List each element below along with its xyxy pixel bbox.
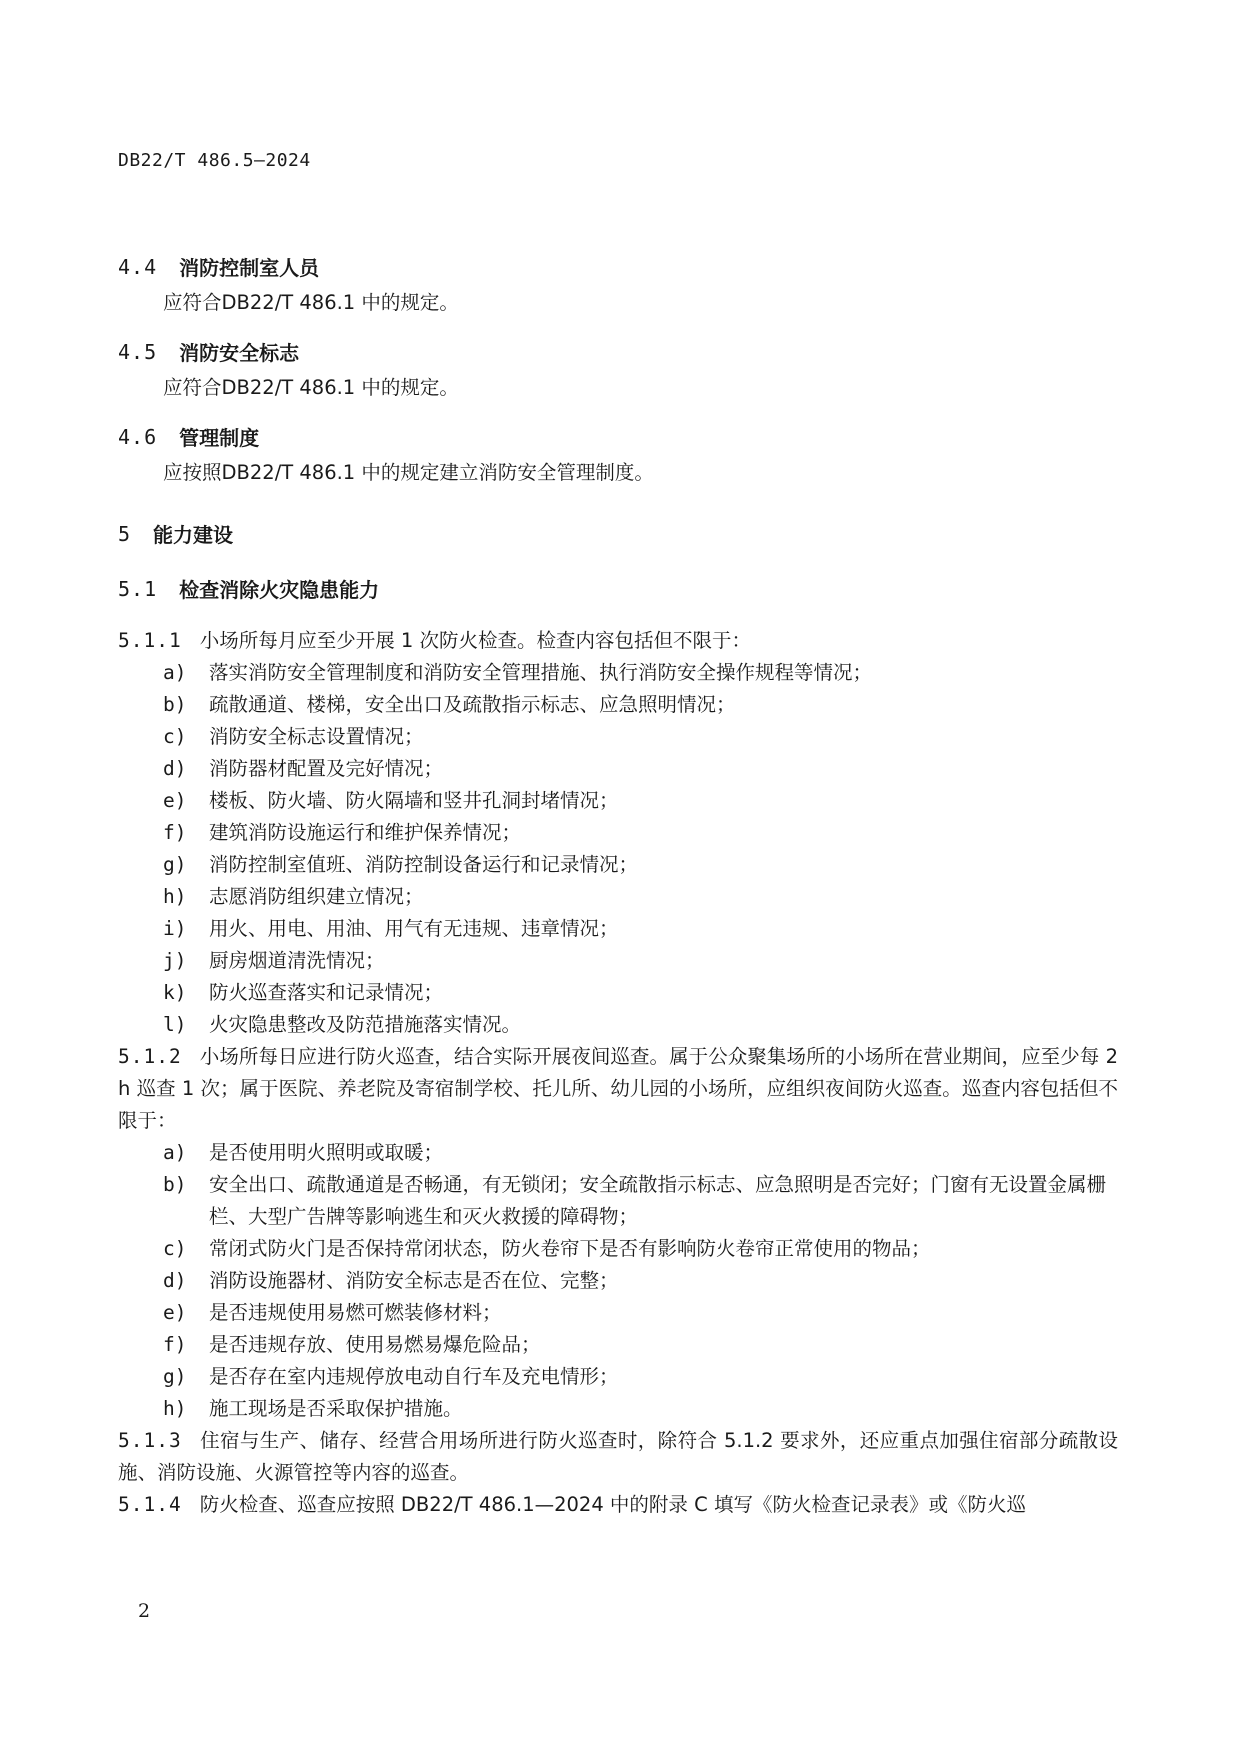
list-marker: e) xyxy=(163,789,187,812)
list-item-text: 楼板、防火墙、防火隔墙和竖井孔洞封堵情况； xyxy=(209,789,619,812)
list-item xyxy=(118,657,1118,689)
list-marker: c) xyxy=(163,1237,187,1260)
list-item-text: 是否违规使用易燃可燃装修材料； xyxy=(209,1301,502,1324)
list-item-text: 是否存在室内违规停放电动自行车及充电情形； xyxy=(209,1365,619,1388)
list-marker: h) xyxy=(163,1397,187,1420)
list-item xyxy=(118,1169,1118,1233)
document-body xyxy=(118,252,1118,1521)
list-item xyxy=(118,721,1118,753)
list-item xyxy=(118,1233,1118,1265)
list-item xyxy=(118,1009,1118,1041)
section-number: 5 xyxy=(118,521,132,546)
section-4-5-heading xyxy=(118,337,1118,366)
list-marker: b) xyxy=(163,693,187,716)
list-item xyxy=(118,1297,1118,1329)
list-item xyxy=(118,881,1118,913)
list-marker: d) xyxy=(163,757,187,780)
list-marker: b) xyxy=(163,1173,187,1196)
list-item-text: 防火巡查落实和记录情况； xyxy=(209,981,444,1004)
list-marker: c) xyxy=(163,725,187,748)
section-4-4-heading xyxy=(118,252,1118,281)
list-item-text: 厨房烟道清洗情况； xyxy=(209,949,385,972)
clause-text: 防火检查、巡查应按照 DB22/T 486.1—2024 中的附录 C 填写《防火检查记录表》或《防火巡 xyxy=(199,1493,1026,1516)
clause-number: 5.1.1 xyxy=(118,629,182,652)
clause-5-1-2 xyxy=(118,1041,1118,1137)
list-item xyxy=(118,913,1118,945)
list-item xyxy=(118,945,1118,977)
list-item-text: 志愿消防组织建立情况； xyxy=(209,885,424,908)
list-item-text: 建筑消防设施运行和维护保养情况； xyxy=(209,821,522,844)
list-item xyxy=(118,785,1118,817)
list-marker: a) xyxy=(163,661,187,684)
list-marker: d) xyxy=(163,1269,187,1292)
section-title: 消防安全标志 xyxy=(179,341,300,365)
list-marker: h) xyxy=(163,885,187,908)
section-title: 检查消除火灾隐患能力 xyxy=(179,578,380,602)
list-item-text: 是否使用明火照明或取暖； xyxy=(209,1141,444,1164)
clause-number: 5.1.3 xyxy=(118,1429,182,1452)
list-item xyxy=(118,1393,1118,1425)
section-4-5-text: 应符合DB22/T 486.1 中的规定。 xyxy=(163,376,459,399)
section-number: 4.6 xyxy=(118,424,158,449)
list-item xyxy=(118,1265,1118,1297)
list-marker: f) xyxy=(163,821,187,844)
clause-number: 5.1.2 xyxy=(118,1045,182,1068)
list-item-text: 常闭式防火门是否保持常闭状态，防火卷帘下是否有影响防火卷帘正常使用的物品； xyxy=(209,1237,931,1260)
section-4-6-heading xyxy=(118,422,1118,451)
list-item-text: 消防设施器材、消防安全标志是否在位、完整； xyxy=(209,1269,619,1292)
list-item-text: 消防器材配置及完好情况； xyxy=(209,757,444,780)
list-item-text: 施工现场是否采取保护措施。 xyxy=(209,1397,463,1420)
list-item-text: 消防控制室值班、消防控制设备运行和记录情况； xyxy=(209,853,639,876)
section-5-1-heading xyxy=(118,574,1118,603)
clause-5-1-2-list xyxy=(118,1137,1118,1425)
clause-text: 小场所每月应至少开展 1 次防火检查。检查内容包括但不限于： xyxy=(199,629,752,652)
list-item xyxy=(118,1361,1118,1393)
list-item xyxy=(118,817,1118,849)
clause-number: 5.1.4 xyxy=(118,1493,182,1516)
section-number: 4.5 xyxy=(118,339,158,364)
list-item-text: 是否违规存放、使用易燃易爆危险品； xyxy=(209,1333,541,1356)
list-item-text: 落实消防安全管理制度和消防安全管理措施、执行消防安全操作规程等情况； xyxy=(209,661,873,684)
list-marker: f) xyxy=(163,1333,187,1356)
page-number: 2 xyxy=(138,1600,151,1622)
section-5-heading xyxy=(118,519,1118,548)
list-item xyxy=(118,689,1118,721)
list-marker: g) xyxy=(163,853,187,876)
list-item xyxy=(118,1137,1118,1169)
clause-text: 小场所每日应进行防火巡查，结合实际开展夜间巡查。属于公众聚集场所的小场所在营业期间，应至少每 2 h 巡查 1 次；属于医院、养老院及寄宿制学校、托儿所、幼儿园的小场所，应组织夜间防火巡查。巡查内容包括但不限于： xyxy=(118,1045,1118,1132)
list-marker: l) xyxy=(163,1013,187,1036)
list-item xyxy=(118,753,1118,785)
list-item-text: 火灾隐患整改及防范措施落实情况。 xyxy=(209,1013,522,1036)
list-marker: j) xyxy=(163,949,187,972)
list-item xyxy=(118,1329,1118,1361)
section-number: 5.1 xyxy=(118,576,158,601)
list-item-text: 用火、用电、用油、用气有无违规、违章情况； xyxy=(209,917,619,940)
list-marker: i) xyxy=(163,917,187,940)
clause-5-1-3 xyxy=(118,1425,1118,1489)
document-id: DB22/T 486.5—2024 xyxy=(118,150,311,171)
list-marker: a) xyxy=(163,1141,187,1164)
section-title: 能力建设 xyxy=(153,523,234,547)
section-title: 管理制度 xyxy=(179,426,260,450)
list-marker: g) xyxy=(163,1365,187,1388)
list-item-text: 消防安全标志设置情况； xyxy=(209,725,424,748)
list-item xyxy=(118,849,1118,881)
section-4-6-text: 应按照DB22/T 486.1 中的规定建立消防安全管理制度。 xyxy=(163,461,654,484)
section-number: 4.4 xyxy=(118,254,158,279)
clause-text: 住宿与生产、储存、经营合用场所进行防火巡查时，除符合 5.1.2 要求外，还应重点加强住宿部分疏散设施、消防设施、火源管控等内容的巡查。 xyxy=(118,1429,1118,1484)
list-marker: e) xyxy=(163,1301,187,1324)
list-item-text: 安全出口、疏散通道是否畅通，有无锁闭；安全疏散指示标志、应急照明是否完好；门窗有无设置金属栅栏、大型广告牌等影响逃生和灭火救援的障碍物； xyxy=(209,1173,1107,1228)
clause-5-1-1-list xyxy=(118,657,1118,1041)
list-item xyxy=(118,977,1118,1009)
clause-5-1-1 xyxy=(118,625,1118,657)
list-item-text: 疏散通道、楼梯，安全出口及疏散指示标志、应急照明情况； xyxy=(209,693,736,716)
list-marker: k) xyxy=(163,981,187,1004)
section-4-4-text: 应符合DB22/T 486.1 中的规定。 xyxy=(163,291,459,314)
section-title: 消防控制室人员 xyxy=(179,256,320,280)
clause-5-1-4 xyxy=(118,1489,1118,1521)
